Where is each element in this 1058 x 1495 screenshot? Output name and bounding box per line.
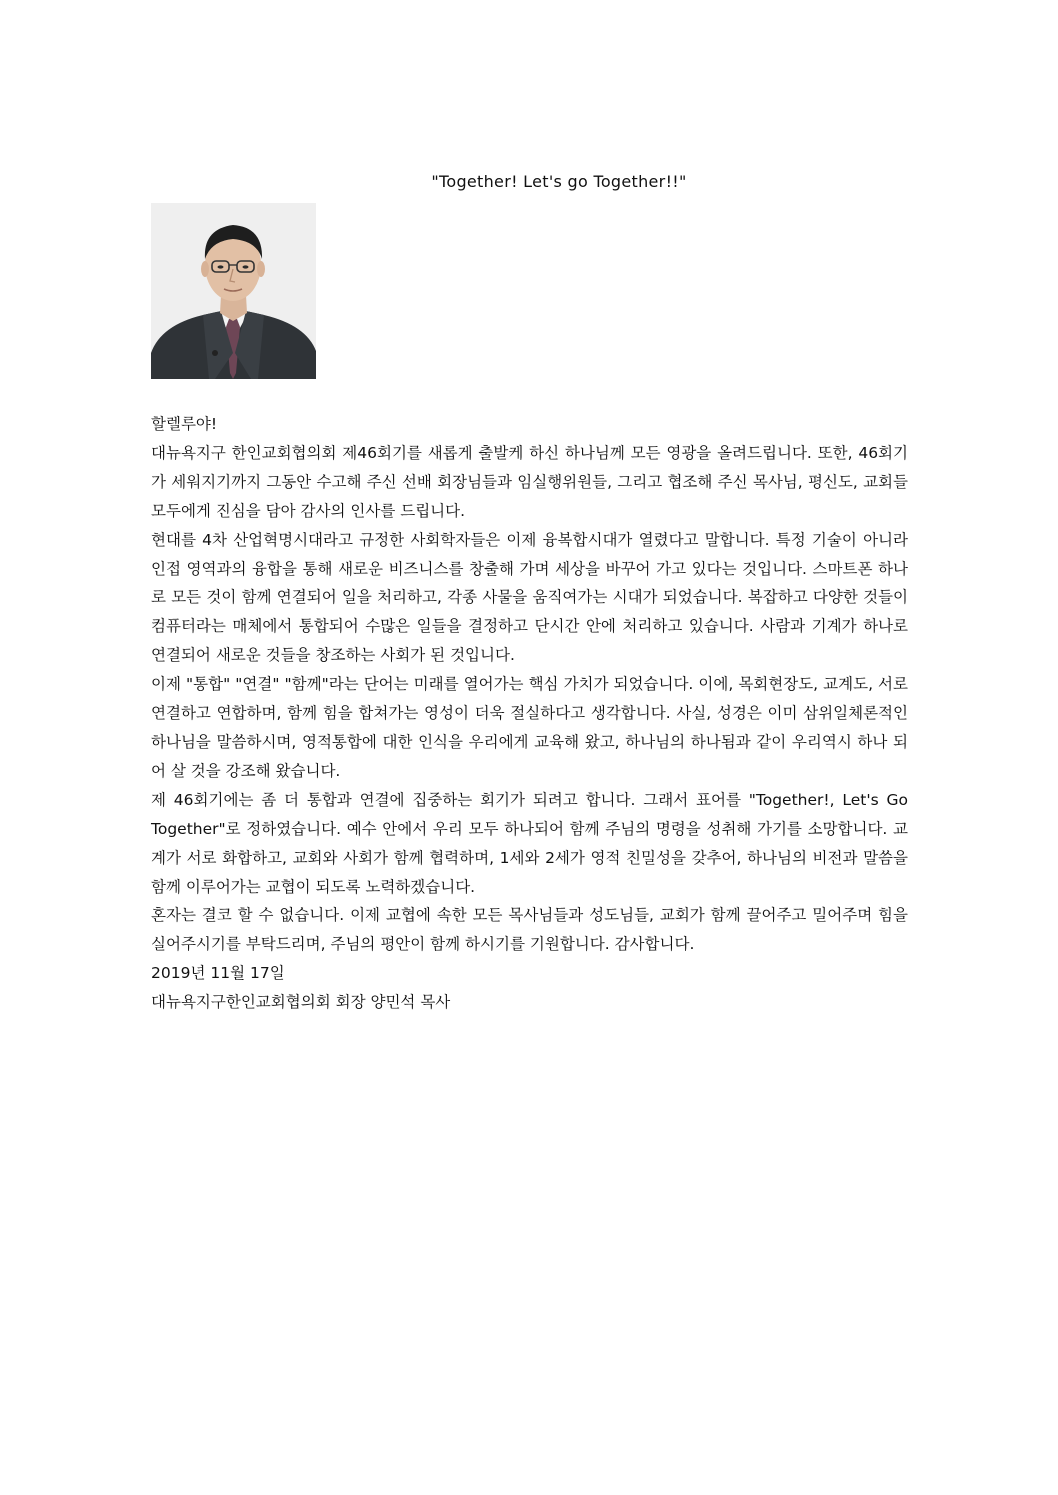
- greeting: 할렐루야!: [151, 415, 218, 433]
- paragraph-industrial-revolution: 현대를 4차 산업혁명시대라고 규정한 사회학자들은 이제 융복합시대가 열렸다고 말합니다. 특정 기술이 아니라 인접 영역과의 융합을 통해 새로운 비즈니스를 창출해 가며 세상을 바꾸어 가고 있다는 것입니다. 스마트폰 하나로 모든 것이 함께 연결되어 일을 처리하고, 각종 사물을 움직여가는 시대가 되었습니다. 복잡하고 다양한 것들이 컴퓨터라는 매체에서 통합되어 수많은 일들을 결정하고 단시간 안에 처리하고 있습니다. 사람과 기계가 하나로 연결되어 새로운 것들을 창조하는 사회가 된 것입니다.: [151, 530, 908, 665]
- page-title: "Together! Let's go Together!!": [431, 172, 687, 191]
- signature: 대뉴욕지구한인교회협의회 회장 양민석 목사: [151, 993, 451, 1012]
- letter-body: [151, 410, 908, 1017]
- paragraph-motto: 제 46회기에는 좀 더 통합과 연결에 집중하는 회기가 되려고 합니다. 그래서 표어를 "Together!, Let's Go Together"로 정하였습니다. 예수 안에서 우리 모두 하나되어 함께 주님의 명령을 성취해 가기를 소망합니다. 교계가 서로 화합하고, 교회와 사회가 함께 협력하며, 1세와 2세가 영적 친밀성을 갖추어, 하나님의 비전과 말씀을 함께 이루어가는 교협이 되도록 노력하겠습니다.: [151, 790, 908, 896]
- portrait-photo: [151, 203, 316, 379]
- paragraph-core-values: 이제 "통합" "연결" "함께"라는 단어는 미래를 열어가는 핵심 가치가 되었습니다. 이에, 목회현장도, 교계도, 서로 연결하고 연합하며, 함께 힘을 합쳐가는 영성이 더욱 절실하다고 생각합니다. 사실, 성경은 이미 삼위일체론적인 하나님을 말씀하시며, 영적통합에 대한 인식을 우리에게 교육해 왔고, 하나님의 하나됨과 같이 우리역시 하나 되어 살 것을 강조해 왔습니다.: [151, 675, 908, 780]
- letter-date: 2019년 11월 17일: [151, 964, 285, 983]
- paragraph-acknowledgement: 대뉴욕지구 한인교회협의회 제46회기를 새롭게 출발케 하신 하나님께 모든 영광을 올려드립니다. 또한, 46회기가 세워지기까지 그동안 수고해 주신 선배 회장님들과 임실행위원들, 그리고 협조해 주신 목사님, 평신도, 교회들 모두에게 진심을 담아 감사의 인사를 드립니다.: [151, 443, 908, 520]
- person-portrait-icon: [151, 203, 316, 379]
- paragraph-closing: 혼자는 결코 할 수 없습니다. 이제 교협에 속한 모든 목사님들과 성도님들, 교회가 함께 끌어주고 밀어주며 힘을 실어주시기를 부탁드리며, 주님의 평안이 함께 하시기를 기원합니다. 감사합니다.: [151, 906, 908, 954]
